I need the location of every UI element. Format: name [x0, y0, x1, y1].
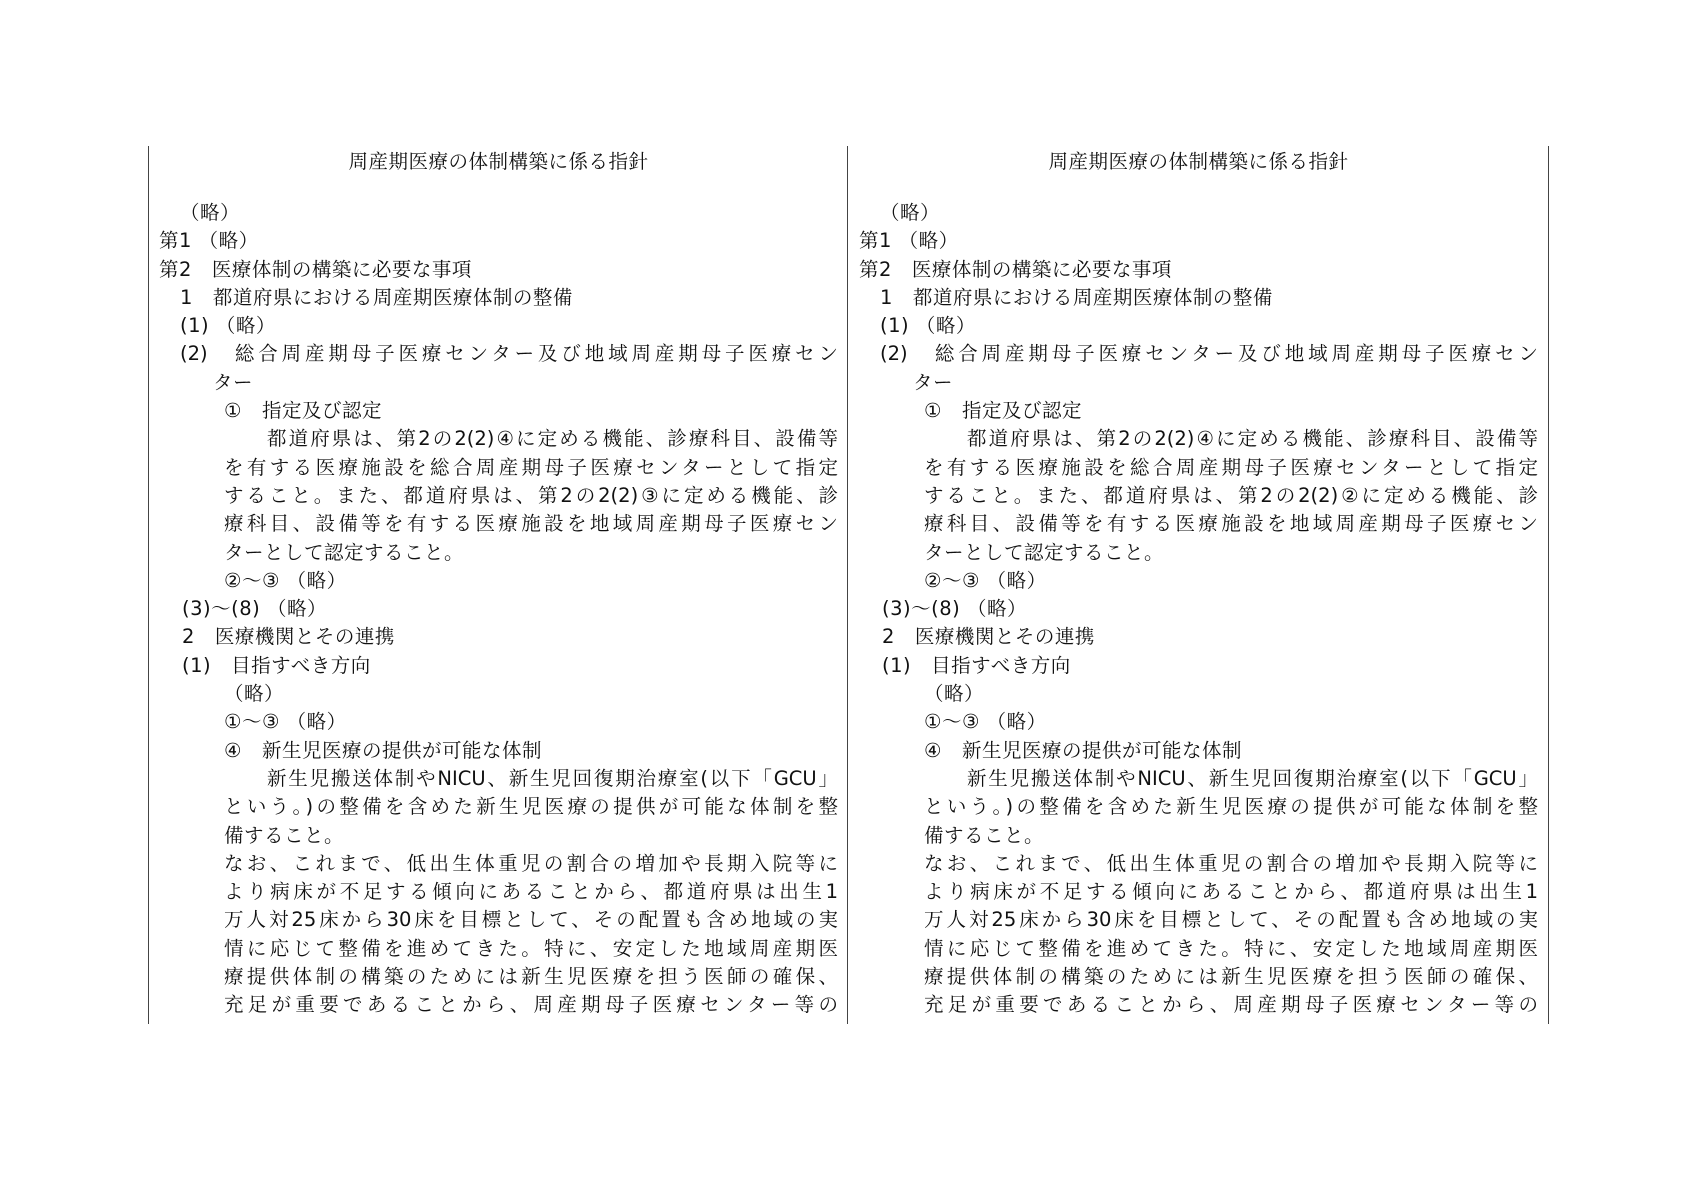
text-line: 万人対25床から30床を目標として、その配置も含め地域の実 [224, 908, 838, 932]
text-line: なお、これまで、低出生体重児の割合の増加や長期入院等に [924, 851, 1538, 875]
text-line: 1 都道府県における周産期医療体制の整備 [180, 285, 573, 309]
right-border-line [1548, 146, 1549, 1024]
text-line: 情に応じて整備を進めてきた。特に、安定した地域周産期医 [924, 936, 1538, 960]
column-title: 周産期医療の体制構築に係る指針 [348, 150, 649, 173]
title-gap [159, 178, 838, 199]
text-line: （略） [880, 201, 941, 224]
text-line: 都道府県は、第2の2(2)④に定める機能、診療科目、設備等 [267, 427, 838, 451]
text-line: 第2 医療体制の構築に必要な事項 [859, 257, 1172, 281]
text-line: ④ 新生児医療の提供が可能な体制 [224, 738, 542, 762]
text-line: という。)の整備を含めた新生児医療の提供が可能な体制を整 [224, 795, 838, 819]
text-line: (1) （略） [180, 314, 276, 338]
text-line: ②～③ （略） [224, 568, 347, 592]
text-line: 充足が重要であることから、周産期母子医療センター等の [224, 993, 838, 1017]
text-line: という。)の整備を含めた新生児医療の提供が可能な体制を整 [924, 795, 1538, 819]
text-line: 都道府県は、第2の2(2)④に定める機能、診療科目、設備等 [967, 427, 1538, 451]
text-line: を有する医療施設を総合周産期母子医療センターとして指定 [924, 455, 1538, 479]
text-line: ター [913, 370, 954, 394]
text-line: (1) 目指すべき方向 [182, 653, 371, 677]
text-line: を有する医療施設を総合周産期母子医療センターとして指定 [224, 455, 838, 479]
text-line: 新生児搬送体制やNICU、新生児回復期治療室(以下「GCU」 [267, 766, 838, 790]
text-line: 備すること。 [224, 823, 345, 847]
text-line: 第2 医療体制の構築に必要な事項 [159, 257, 472, 281]
text-line: 1 都道府県における周産期医療体制の整備 [880, 285, 1273, 309]
text-line: ターとして認定すること。 [924, 540, 1165, 564]
text-line: 療科目、設備等を有する医療施設を地域周産期母子医療セン [924, 512, 1538, 536]
text-line: 充足が重要であることから、周産期母子医療センター等の [924, 993, 1538, 1017]
text-line: (2) 総合周産期母子医療センター及び地域周産期母子医療セン [180, 342, 838, 366]
column-title: 周産期医療の体制構築に係る指針 [1048, 150, 1349, 173]
text-line: （略） [224, 682, 285, 706]
text-line: （略） [180, 201, 241, 224]
text-body [159, 199, 838, 1020]
text-line: ター [213, 370, 254, 394]
text-line: (3)～(8) （略） [182, 597, 327, 621]
text-line: より病床が不足する傾向にあることから、都道府県は出生1 [924, 880, 1538, 904]
text-line: ④ 新生児医療の提供が可能な体制 [924, 738, 1242, 762]
text-line: 第1 （略） [159, 229, 259, 253]
text-line: (2) 総合周産期母子医療センター及び地域周産期母子医療セン [880, 342, 1538, 366]
text-line: (1) 目指すべき方向 [882, 653, 1071, 677]
text-line: 万人対25床から30床を目標として、その配置も含め地域の実 [924, 908, 1538, 932]
text-line: （略） [924, 682, 985, 706]
text-line: (3)～(8) （略） [882, 597, 1027, 621]
text-line: 療提供体制の構築のためには新生児医療を担う医師の確保、 [224, 965, 838, 989]
text-line: ① 指定及び認定 [224, 399, 382, 423]
text-line: ①～③ （略） [224, 710, 347, 734]
text-line: 情に応じて整備を進めてきた。特に、安定した地域周産期医 [224, 936, 838, 960]
text-line: ①～③ （略） [924, 710, 1047, 734]
text-line: 2 医療機関とその連携 [882, 625, 1095, 649]
title-gap [859, 178, 1538, 199]
text-line: ① 指定及び認定 [924, 399, 1082, 423]
text-line: 療科目、設備等を有する医療施設を地域周産期母子医療セン [224, 512, 838, 536]
text-line: なお、これまで、低出生体重児の割合の増加や長期入院等に [224, 851, 838, 875]
right-column [848, 146, 1548, 1024]
text-line: ②～③ （略） [924, 568, 1047, 592]
text-line: (1) （略） [880, 314, 976, 338]
text-body [859, 199, 1538, 1020]
text-line: 第1 （略） [859, 229, 959, 253]
text-line: ターとして認定すること。 [224, 540, 465, 564]
left-column [148, 146, 848, 1024]
text-line: すること。また、都道府県は、第2の2(2)②に定める機能、診 [924, 483, 1538, 507]
text-line: 療提供体制の構築のためには新生児医療を担う医師の確保、 [924, 965, 1538, 989]
text-line: より病床が不足する傾向にあることから、都道府県は出生1 [224, 880, 838, 904]
text-line: 2 医療機関とその連携 [182, 625, 395, 649]
text-line: 新生児搬送体制やNICU、新生児回復期治療室(以下「GCU」 [967, 766, 1538, 790]
text-line: 備すること。 [924, 823, 1045, 847]
text-line: すること。また、都道府県は、第2の2(2)③に定める機能、診 [224, 483, 838, 507]
